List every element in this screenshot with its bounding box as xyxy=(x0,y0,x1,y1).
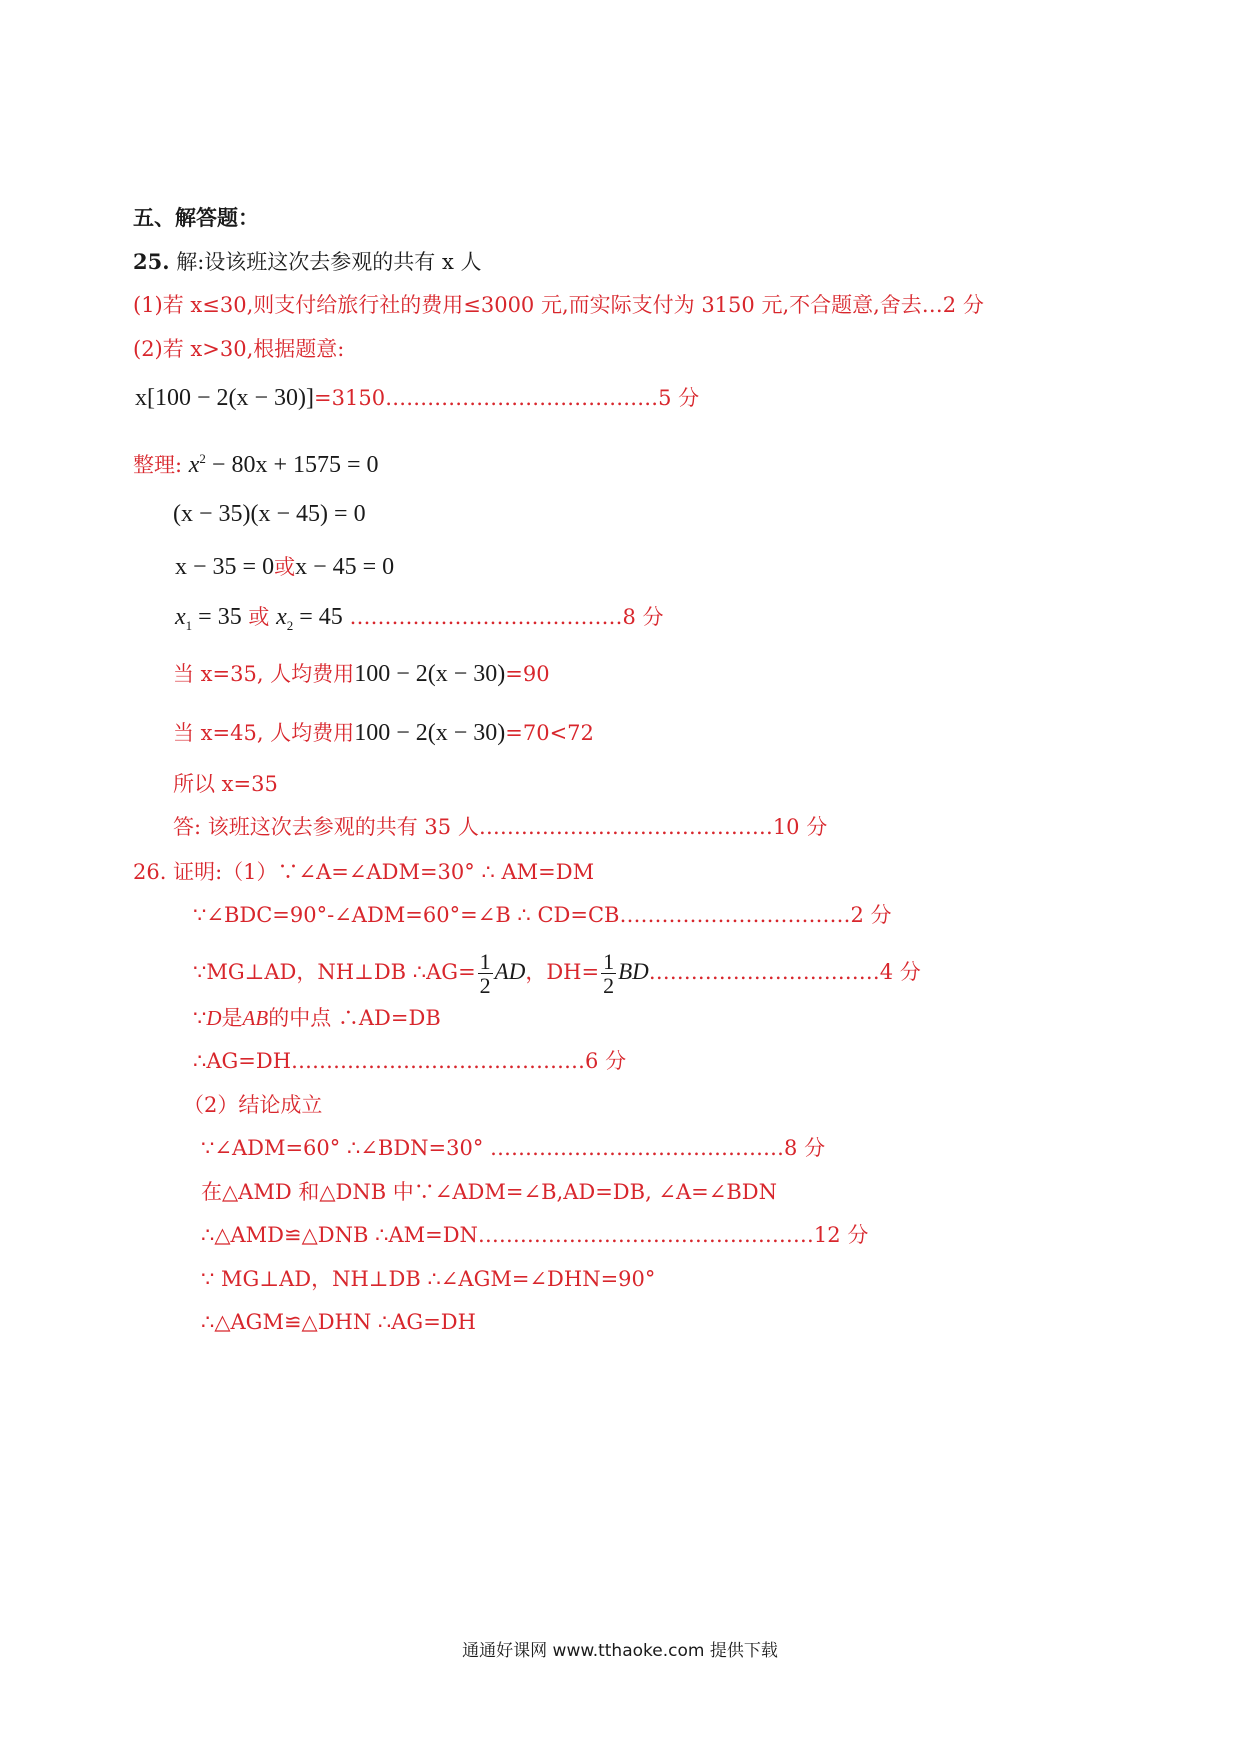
equation-lhs: x[100 − 2(x − 30)] xyxy=(135,385,315,411)
q25-answer: 答: 该班这次去参观的共有 35 人……………………………………10 分 xyxy=(173,815,828,839)
footer-credit: 通通好课网 www.tthaoke.com 提供下载 xyxy=(462,1641,778,1661)
q25-line-1 xyxy=(133,247,482,277)
q25-line-2: (1)若 x≤30,则支付给旅行社的费用≤3000 元,而实际支付为 3150 元,不合题意,舍去…2 分 xyxy=(133,293,984,317)
fraction-half: $\frac{1}{2}$ xyxy=(603,949,615,999)
q26-line-9: ∴△AMD≌△DNB ∴AM=DN…………………………………………12 分 xyxy=(201,1223,869,1247)
question-number: 25. xyxy=(133,249,170,274)
q25-conclusion: 所以 x=35 xyxy=(173,772,278,796)
q25-roots-equation: x − 35 = 0或x − 45 = 0 xyxy=(175,554,395,580)
simplify-expression: $x^2 - 80x + 1575 = 0$ xyxy=(188,451,379,478)
q26-line-10: ∵ MG⊥AD，NH⊥DB ∴∠AGM=∠DHN=90° xyxy=(201,1267,656,1291)
q26-line-1: 26. 证明:（1）∵∠A=∠ADM=30° ∴ AM=DM xyxy=(133,860,595,884)
q25-intro: 解:设该班这次去参观的共有 x 人 xyxy=(176,250,482,274)
q26-line-11: ∴△AGM≌△DHN ∴AG=DH xyxy=(201,1310,476,1334)
q25-simplify xyxy=(133,444,379,480)
q25-factored: (x − 35)(x − 45) = 0 xyxy=(173,501,366,527)
equation-rhs: =3150…………………………………5 分 xyxy=(314,386,700,410)
q25-equation xyxy=(135,383,699,413)
q26-line-2: ∵∠BDC=90°-∠ADM=60°=∠B ∴ CD=CB……………………………2 分 xyxy=(193,903,892,927)
fraction-half: $\frac{1}{2}$ xyxy=(479,949,491,999)
q25-case-45: 当 x=45, 人均费用100 − 2(x − 30)=70<72 xyxy=(173,720,594,746)
q25-case-35: 当 x=35, 人均费用100 − 2(x − 30)=90 xyxy=(173,661,550,687)
simplify-label: 整理: xyxy=(133,453,183,477)
q26-line-4: ∵D是AB的中点 ∴AD=DB xyxy=(193,1006,441,1030)
q26-line-5: ∴AG=DH……………………………………6 分 xyxy=(193,1049,627,1073)
q26-line-8: 在△AMD 和△DNB 中∵∠ADM=∠B,AD=DB, ∠A=∠BDN xyxy=(201,1180,778,1204)
q26-line-3: ∵MG⊥AD，NH⊥DB ∴AG= $\frac{1}{2}$ AD，DH= $\frac{1}{2}$ BD……………………………4 分 xyxy=(193,949,921,999)
section-heading: 五、解答题： xyxy=(133,205,259,230)
q25-line-3: (2)若 x>30,根据题意: xyxy=(133,337,345,361)
q26-line-6: （2）结论成立 xyxy=(183,1093,323,1117)
q25-roots: $x_1 = 35$ 或 $x_2 = 45$ …………………………………8 分 xyxy=(175,604,664,633)
q26-line-7: ∵∠ADM=60° ∴∠BDN=30° ……………………………………8 分 xyxy=(201,1136,826,1160)
